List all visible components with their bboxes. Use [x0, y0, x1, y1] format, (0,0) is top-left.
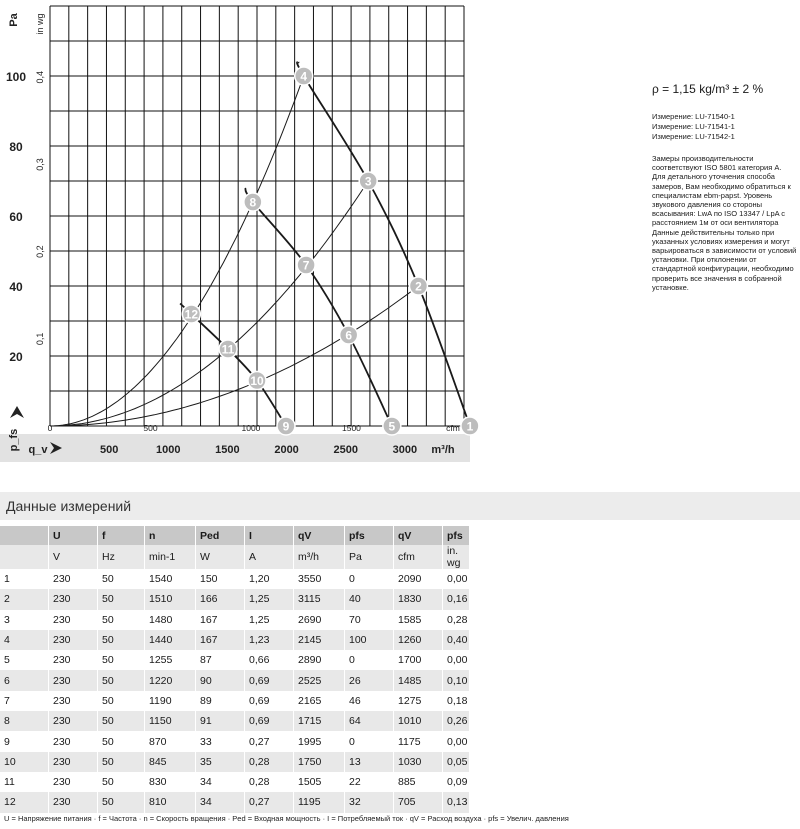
- y-secondary-tick-label: 0,2: [35, 245, 45, 258]
- table-cell: 50: [98, 610, 145, 630]
- table-cell: 1540: [145, 569, 196, 589]
- x-tick-label: 1500: [215, 444, 240, 456]
- y-secondary-axis-unit: in wg: [35, 13, 45, 35]
- y-axis-arrow-icon: [10, 406, 24, 418]
- table-cell: 0,28: [245, 752, 294, 772]
- table-cell: 50: [98, 731, 145, 751]
- table-cell: 1830: [394, 589, 443, 609]
- operating-point-label: 1: [466, 419, 474, 434]
- table-cell: 230: [49, 630, 98, 650]
- table-cell: 50: [98, 752, 145, 772]
- x-secondary-tick-label: 500: [143, 423, 158, 433]
- table-cell: 11: [0, 772, 49, 792]
- table-cell: 166: [196, 589, 245, 609]
- table-cell: 5: [0, 650, 49, 670]
- unit-cell: A: [245, 545, 294, 569]
- table-cell: 167: [196, 630, 245, 650]
- table-cell: 0,13: [443, 792, 470, 812]
- table-cell: 167: [196, 610, 245, 630]
- table-cell: 0,69: [245, 691, 294, 711]
- col-header-current: I: [245, 526, 294, 545]
- table-cell: 230: [49, 670, 98, 690]
- table-cell: 830: [145, 772, 196, 792]
- table-cell: 705: [394, 792, 443, 812]
- table-cell: 1,25: [245, 610, 294, 630]
- col-header-voltage: U: [49, 526, 98, 545]
- table-cell: 10: [0, 752, 49, 772]
- table-cell: 810: [145, 792, 196, 812]
- table-cell: 230: [49, 772, 98, 792]
- table-cell: 2: [0, 589, 49, 609]
- table-cell: 0,28: [245, 772, 294, 792]
- table-units-row: [0, 545, 470, 569]
- table-cell: 1440: [145, 630, 196, 650]
- table-cell: 0,69: [245, 670, 294, 690]
- table-cell: 50: [98, 650, 145, 670]
- operating-point-label: 12: [184, 307, 199, 322]
- section-header: [0, 492, 800, 520]
- table-cell: 13: [345, 752, 394, 772]
- table-cell: 34: [196, 792, 245, 812]
- table-cell: 0,27: [245, 792, 294, 812]
- table-cell: 50: [98, 772, 145, 792]
- performance-chart: [0, 0, 474, 462]
- y-tick-label: 80: [9, 140, 23, 154]
- table-cell: 7: [0, 691, 49, 711]
- table-cell: 50: [98, 792, 145, 812]
- table-cell: 3550: [294, 569, 345, 589]
- table-cell: 1750: [294, 752, 345, 772]
- table-cell: 0,40: [443, 630, 470, 650]
- measurement-notes: Замеры производительности соответствуют ISO 5801 категория А. Для детального уточнения способа замеров, Вам необходимо обратиться к специалистам ebm-papst. Уровень звукового давления со стороны всасывания: LwA по ISO 13347 / LpA с расстоянием 1м от оси вентилятора Данные действительны только при указанных условиях измерения и могут варьироваться в зависимости от условий установки. При отклонении от стандартной конфигурации, необходимо проверить все значения в собранной установке.: [652, 154, 797, 292]
- table-cell: 1,25: [245, 589, 294, 609]
- table-cell: 1275: [394, 691, 443, 711]
- x-tick-label: 3000: [392, 444, 418, 456]
- table-cell: 0,16: [443, 589, 470, 609]
- table-cell: 0,18: [443, 691, 470, 711]
- x-tick-label: 2500: [333, 444, 358, 456]
- table-cell: 230: [49, 752, 98, 772]
- table-cell: 0,05: [443, 752, 470, 772]
- table-cell: 33: [196, 731, 245, 751]
- table-cell: 0,28: [443, 610, 470, 630]
- table-cell: 2090: [394, 569, 443, 589]
- table-row: [0, 610, 470, 630]
- table-cell: 2165: [294, 691, 345, 711]
- x-axis-unit: m³/h: [431, 444, 455, 456]
- table-cell: 230: [49, 731, 98, 751]
- table-cell: 50: [98, 630, 145, 650]
- table-cell: 90: [196, 670, 245, 690]
- table-cell: 1: [0, 569, 49, 589]
- table-cell: 3: [0, 610, 49, 630]
- table-cell: 12: [0, 792, 49, 812]
- table-cell: 6: [0, 670, 49, 690]
- table-cell: 2690: [294, 610, 345, 630]
- table-cell: 230: [49, 711, 98, 731]
- table-cell: 1700: [394, 650, 443, 670]
- table-cell: 230: [49, 569, 98, 589]
- table-cell: 1175: [394, 731, 443, 751]
- y-axis-label: p_fs: [8, 428, 20, 452]
- table-cell: 32: [345, 792, 394, 812]
- performance-chart-svg: [0, 0, 474, 462]
- table-cell: 8: [0, 711, 49, 731]
- unit-cell: min-1: [145, 545, 196, 569]
- operating-point-label: 5: [388, 419, 396, 434]
- table-row: [0, 772, 470, 792]
- table-cell: 4: [0, 630, 49, 650]
- table-cell: 0,00: [443, 731, 470, 751]
- info-panel: [652, 82, 797, 292]
- table-cell: 0,09: [443, 772, 470, 792]
- y-tick-label: 100: [5, 70, 27, 84]
- table-cell: 1485: [394, 670, 443, 690]
- y-tick-label: 40: [9, 280, 23, 294]
- table-body: [0, 569, 470, 813]
- table-cell: 50: [98, 670, 145, 690]
- table-cell: 1190: [145, 691, 196, 711]
- table-cell: 0,66: [245, 650, 294, 670]
- table-cell: 1010: [394, 711, 443, 731]
- operating-point-label: 9: [282, 419, 290, 434]
- operating-point-label: 6: [345, 328, 353, 343]
- table-cell: 1150: [145, 711, 196, 731]
- table-cell: 1,23: [245, 630, 294, 650]
- table-cell: 1,20: [245, 569, 294, 589]
- table-cell: 0: [345, 731, 394, 751]
- fan-curve: [297, 62, 470, 426]
- unit-cell: W: [196, 545, 245, 569]
- col-header-pressure: pfs: [345, 526, 394, 545]
- table-cell: 46: [345, 691, 394, 711]
- table-cell: 89: [196, 691, 245, 711]
- table-cell: 87: [196, 650, 245, 670]
- operating-point-label: 3: [364, 174, 372, 189]
- table-row: [0, 670, 470, 690]
- table-cell: 230: [49, 792, 98, 812]
- table-cell: 2525: [294, 670, 345, 690]
- table-cell: 1030: [394, 752, 443, 772]
- y-tick-label: 20: [9, 350, 23, 364]
- table-cell: 0,00: [443, 569, 470, 589]
- table-cell: 1995: [294, 731, 345, 751]
- operating-point-label: 4: [300, 69, 308, 84]
- table-cell: 22: [345, 772, 394, 792]
- table-cell: 230: [49, 691, 98, 711]
- table-row: [0, 711, 470, 731]
- table-cell: 40: [345, 589, 394, 609]
- measurement-table: [0, 526, 470, 813]
- table-cell: 34: [196, 772, 245, 792]
- x-axis-label: q_v: [28, 444, 48, 456]
- measurement-item: Измерение: LU-71541-1: [652, 122, 735, 131]
- table-cell: 2890: [294, 650, 345, 670]
- table-cell: 1260: [394, 630, 443, 650]
- table-row: [0, 630, 470, 650]
- table-cell: 1255: [145, 650, 196, 670]
- unit-cell: m³/h: [294, 545, 345, 569]
- measurement-item: Измерение: LU-71542-1: [652, 132, 735, 141]
- table-row: [0, 691, 470, 711]
- y-secondary-tick-label: 0,4: [35, 71, 45, 84]
- col-header-speed: n: [145, 526, 196, 545]
- x-secondary-axis-unit: cfm: [446, 423, 460, 433]
- x-tick-label: 500: [99, 444, 119, 456]
- unit-cell: Pa: [345, 545, 394, 569]
- section-title: Данные измерений: [6, 498, 132, 514]
- system-curve: [50, 181, 368, 426]
- table-cell: 100: [345, 630, 394, 650]
- table-cell: 70: [345, 610, 394, 630]
- table-cell: 0,26: [443, 711, 470, 731]
- table-cell: 1585: [394, 610, 443, 630]
- col-header-airflow-cfm: qV: [394, 526, 443, 545]
- y-secondary-tick-label: 0,1: [35, 332, 45, 346]
- table-cell: 0: [345, 650, 394, 670]
- measurement-item: Измерение: LU-71540-1: [652, 112, 735, 121]
- x-secondary-tick-label: 0: [47, 423, 53, 433]
- col-header-frequency: f: [98, 526, 145, 545]
- table-footnote: U = Напряжение питания · f = Частота · n = Скорость вращения · Ped = Входная мощность · I = Потребляемый ток · qV = Расход воздуха · pfs = Увелич. давления: [4, 814, 569, 823]
- unit-cell: in. wg: [443, 545, 470, 569]
- operating-point-label: 7: [302, 258, 310, 273]
- table-cell: 870: [145, 731, 196, 751]
- table-cell: 64: [345, 711, 394, 731]
- x-secondary-tick-label: 1000: [241, 423, 261, 433]
- table-cell: 1510: [145, 589, 196, 609]
- table-cell: 9: [0, 731, 49, 751]
- operating-point-label: 8: [249, 195, 257, 210]
- operating-point-label: 10: [250, 374, 264, 388]
- table-cell: 1715: [294, 711, 345, 731]
- y-axis-unit: Pa: [8, 13, 20, 27]
- unit-cell: cfm: [394, 545, 443, 569]
- table-cell: 230: [49, 610, 98, 630]
- unit-cell: [0, 545, 49, 569]
- table-cell: 0: [345, 569, 394, 589]
- table-row: [0, 752, 470, 772]
- table-cell: 50: [98, 691, 145, 711]
- table-cell: 1505: [294, 772, 345, 792]
- x-tick-label: 1000: [156, 444, 181, 456]
- table-row: [0, 792, 470, 812]
- table-row: [0, 569, 470, 589]
- table-cell: 50: [98, 569, 145, 589]
- table-cell: 885: [394, 772, 443, 792]
- density-note: ρ = 1,15 kg/m³ ± 2 %: [652, 82, 764, 96]
- table-row: [0, 731, 470, 751]
- x-tick-label: 2000: [274, 444, 299, 456]
- table-cell: 26: [345, 670, 394, 690]
- table-cell: 0,10: [443, 670, 470, 690]
- table-cell: 150: [196, 569, 245, 589]
- table-cell: 91: [196, 711, 245, 731]
- col-header-point: [0, 526, 49, 545]
- table-cell: 0,27: [245, 731, 294, 751]
- table-cell: 1480: [145, 610, 196, 630]
- table-row: [0, 650, 470, 670]
- unit-cell: Hz: [98, 545, 145, 569]
- table-cell: 50: [98, 589, 145, 609]
- table-cell: 845: [145, 752, 196, 772]
- y-tick-label: 60: [9, 210, 23, 224]
- table-cell: 2145: [294, 630, 345, 650]
- unit-cell: V: [49, 545, 98, 569]
- col-header-pressure-inwg: pfs: [443, 526, 470, 545]
- table-row: [0, 589, 470, 609]
- measurement-list: [652, 112, 797, 142]
- table-cell: 230: [49, 589, 98, 609]
- table-cell: 230: [49, 650, 98, 670]
- table-header-row: [0, 526, 470, 545]
- operating-point-label: 2: [415, 279, 422, 294]
- table-cell: 1195: [294, 792, 345, 812]
- table-cell: 35: [196, 752, 245, 772]
- x-secondary-tick-label: 1500: [341, 423, 361, 433]
- table-cell: 0,00: [443, 650, 470, 670]
- y-secondary-tick-label: 0,3: [35, 158, 45, 171]
- table-cell: 1220: [145, 670, 196, 690]
- table-cell: 0,69: [245, 711, 294, 731]
- table-cell: 3115: [294, 589, 345, 609]
- col-header-airflow: qV: [294, 526, 345, 545]
- operating-point-label: 11: [221, 342, 235, 357]
- col-header-power: Ped: [196, 526, 245, 545]
- table-cell: 50: [98, 711, 145, 731]
